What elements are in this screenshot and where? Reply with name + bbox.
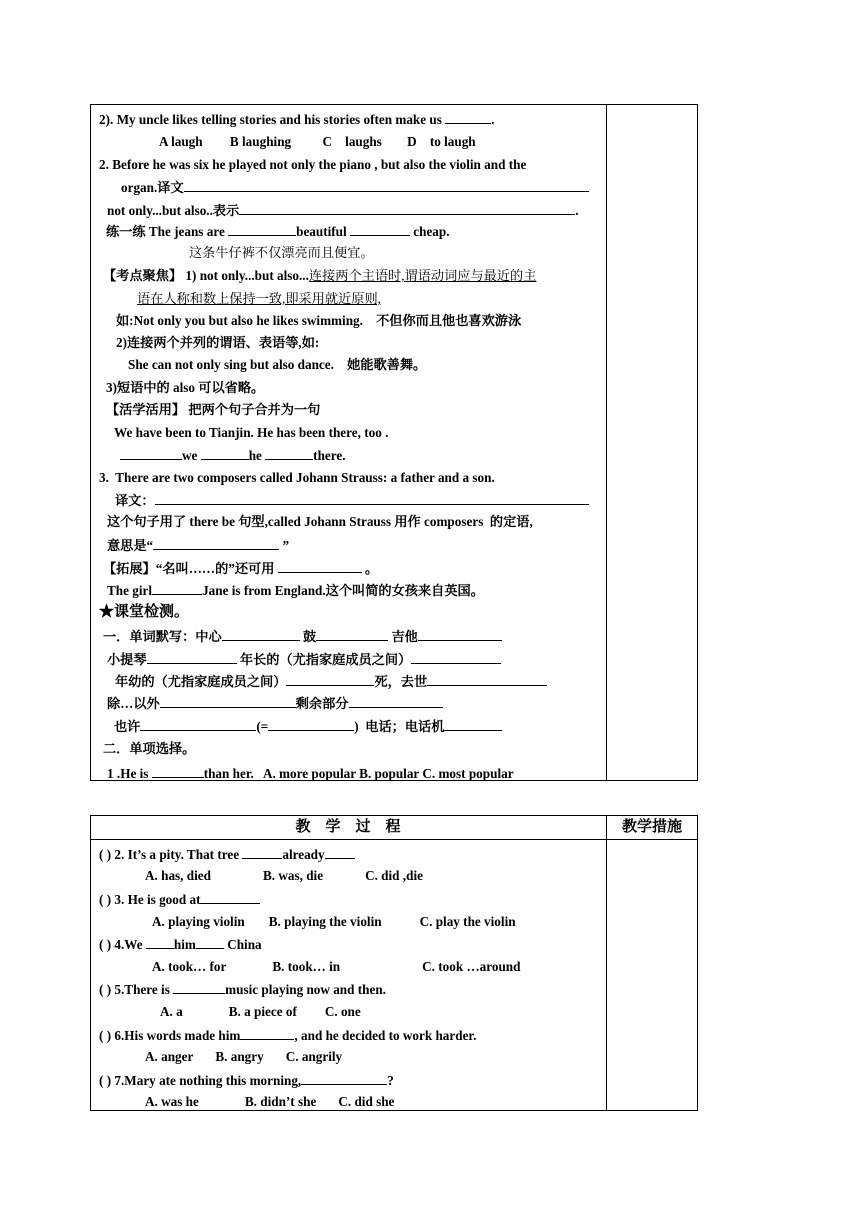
- check-question-1: 1 .He is than her. A. more popular B. popular C. most popular: [107, 766, 514, 781]
- header-teaching-measures: 教学措施: [621, 819, 682, 835]
- mc-question-5: ( ) 5.There is music playing now and then.: [99, 982, 386, 997]
- check-section-2: 二．单项选择。: [103, 741, 196, 756]
- item-2-sentence: 2. Before he was six he played not only the piano , but also the violin and the: [99, 157, 527, 172]
- mc-question-3-options: A. playing violin B. playing the violin C. play the violin: [152, 914, 516, 929]
- header-teaching-process: 教 学 过 程: [295, 819, 401, 835]
- item-2-practice: 练一练 The jeans are beautiful cheap.: [106, 224, 450, 239]
- item-2-practice-cn: 这条牛仔裤不仅漂亮而且便宜。: [189, 245, 374, 260]
- option-a: A laugh: [159, 134, 203, 149]
- item-3-explain: 这个句子用了 there be 句型,called Johann Strauss 用作 composers 的定语,: [107, 514, 533, 529]
- header-divider: [91, 839, 697, 840]
- mc-question-5-options: A. a B. a piece of C. one: [160, 1004, 361, 1019]
- check-words-5: 也许 (= ) 电话；电话机: [114, 718, 502, 735]
- focus-point-3: 3)短语中的 also 可以省略。: [106, 380, 265, 395]
- mc-question-6-options: A. anger B. angry C. angrily: [145, 1049, 343, 1064]
- item-2-translation: organ.译文: [121, 179, 589, 196]
- option-d: D to laugh: [407, 134, 476, 149]
- mc-question-2: ( ) 2. It’s a pity. That tree already: [99, 846, 355, 863]
- focus-rule-cont: 语在人称和数上保持一致,即采用就近原则,: [137, 291, 381, 306]
- column-divider: [606, 816, 607, 1110]
- mc-question-7: ( ) 7.Mary ate nothing this morning, ?: [99, 1073, 394, 1088]
- question-2-stem: 2). My uncle likes telling stories and his stories often make us .: [99, 112, 495, 127]
- item-2-expression: not only...but also..表示 .: [107, 203, 579, 218]
- question-2-options: [159, 134, 476, 150]
- item-3-translation: 译文：: [115, 492, 589, 509]
- item-3-extend: 【拓展】“名叫……的”还可用 。: [103, 561, 379, 576]
- column-divider: [606, 105, 607, 780]
- mc-question-3: ( ) 3. He is good at: [99, 891, 260, 908]
- apply-label: 【活学活用】 把两个句子合并为一句: [106, 402, 321, 417]
- focus-point-2: 2)连接两个并列的谓语、表语等,如:: [116, 335, 320, 350]
- mc-question-4: ( ) 4.We him China: [99, 937, 262, 952]
- mc-question-7-options: A. was he B. didn’t she C. did she: [145, 1094, 395, 1109]
- mc-question-4-options: A. took… for B. took… in C. took …around: [152, 959, 521, 974]
- focus-example-1: 如:Not only you but also he likes swimming. 不但你而且他也喜欢游泳: [116, 313, 522, 328]
- option-b: B laughing: [229, 134, 292, 149]
- item-3-sentence: 3. There are two composers called Johann Strauss: a father and a son.: [99, 470, 495, 485]
- option-c: C laughs: [322, 134, 382, 149]
- apply-blanks: we he there.: [120, 447, 346, 464]
- item-3-girl: The girl Jane is from England.这个叫简的女孩来自英国。: [107, 583, 484, 598]
- focus-rule: 【考点聚焦】 1) not only...but also...连接两个主语时,谓语动词应与最近的主: [103, 268, 537, 283]
- item-3-meaning: 意思是“ ”: [107, 538, 290, 553]
- focus-example-2: She can not only sing but also dance. 她能歌善舞。: [128, 357, 427, 372]
- check-words-2: 小提琴 年长的（尤指家庭成员之间）: [107, 651, 501, 668]
- mc-question-6: ( ) 6.His words made him , and he decided to work harder.: [99, 1028, 477, 1043]
- check-words-1: 一．单词默写：中心 鼓 吉他: [103, 628, 502, 645]
- apply-sentence: We have been to Tianjin. He has been there, too .: [114, 425, 389, 440]
- check-words-4: 除…以外 剩余部分: [107, 695, 443, 712]
- mc-question-2-options: A. has, died B. was, die C. did ,die: [145, 868, 423, 883]
- check-words-3: 年幼的（尤指家庭成员之间） 死，去世: [115, 673, 547, 690]
- check-title: ★课堂检测。: [99, 604, 190, 620]
